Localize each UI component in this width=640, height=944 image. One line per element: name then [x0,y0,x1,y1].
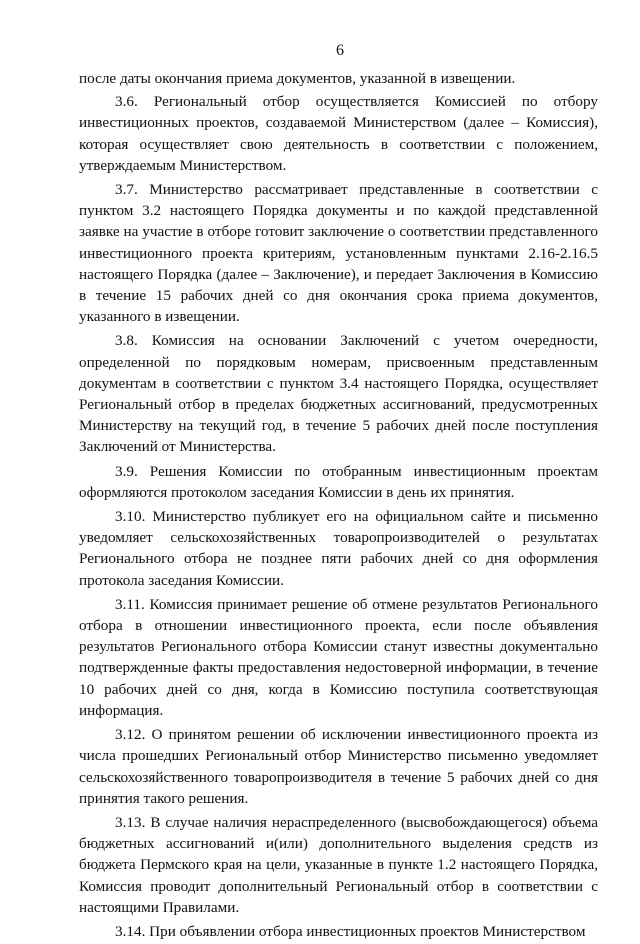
paragraph-3-10: 3.10. Министерство публикует его на официальном сайте и письменно уведомляет сельскохозяйственных товаропроизводителей о результатах Регионального отбора не позднее пяти рабочих дней со дня оформления протокола заседания Комиссии. [79,508,598,589]
paragraph-3-7: 3.7. Министерство рассматривает представленные в соответствии с пунктом 3.2 настоящего Порядка документы и по каждой представленной заявке на участие в отборе готовит заключение о соответствии представленного инвестиционного проекта критериям, установленным пунктами 2.16-2.16.5 настоящего Порядка (далее – Заключение), и передает Заключения в Комиссию в течение 15 рабочих дней со дня окончания срока приема документов, указанного в извещении. [79,181,598,326]
paragraph-3-14: 3.14. При объявлении отбора инвестиционных проектов Министерством [115,922,586,940]
paragraph-continuation: после даты окончания приема документов, указанной в извещении. [79,70,516,87]
paragraph-3-8: 3.8. Комиссия на основании Заключений с учетом очередности, определенной по порядковым номерам, присвоенным представленным документам в соответствии с пунктом 3.4 настоящего Порядка, осуществляет Региональный отбор в пределах бюджетных ассигнований, предусмотренных Министерству на текущий год, в течение 5 рабочих дней после поступления Заключений от Министерства. [79,332,598,456]
paragraph-3-13: 3.13. В случае наличия нераспределенного (высвобождающегося) объема бюджетных ассигнований и(или) дополнительного выделения средств из бюджета Пермского края на цели, указанные в пункте 1.2 настоящего Порядка, Комиссия проводит дополнительный Региональный отбор в соответствии с настоящими Правилами. [79,813,598,916]
document-page [79,40,598,944]
page-number: 6 [336,42,344,59]
paragraph-3-9: 3.9. Решения Комиссии по отобранным инвестиционным проектам оформляются протоколом заседания Комиссии в день их принятия. [79,462,598,501]
paragraph-3-6: 3.6. Региональный отбор осуществляется Комиссией по отбору инвестиционных проектов, создаваемой Министерством (далее – Комиссия), которая осуществляет свою деятельность в соответствии с положением, утверждаемым Министерством. [79,93,598,174]
paragraph-3-12: 3.12. О принятом решении об исключении инвестиционного проекта из числа прошедших Региональный отбор Министерство письменно уведомляет сельскохозяйственного товаропроизводителя в течение 5 рабочих дней со дня принятия такого решения. [79,726,598,807]
paragraph-3-11: 3.11. Комиссия принимает решение об отмене результатов Регионального отбора в отношении инвестиционного проекта, если после объявления результатов Регионального отбора Комиссии станут известны документально подтвержденные факты предоставления недостоверной информации, в течение 10 рабочих дней со дня, когда в Комиссию поступила соответствующая информация. [79,595,598,719]
